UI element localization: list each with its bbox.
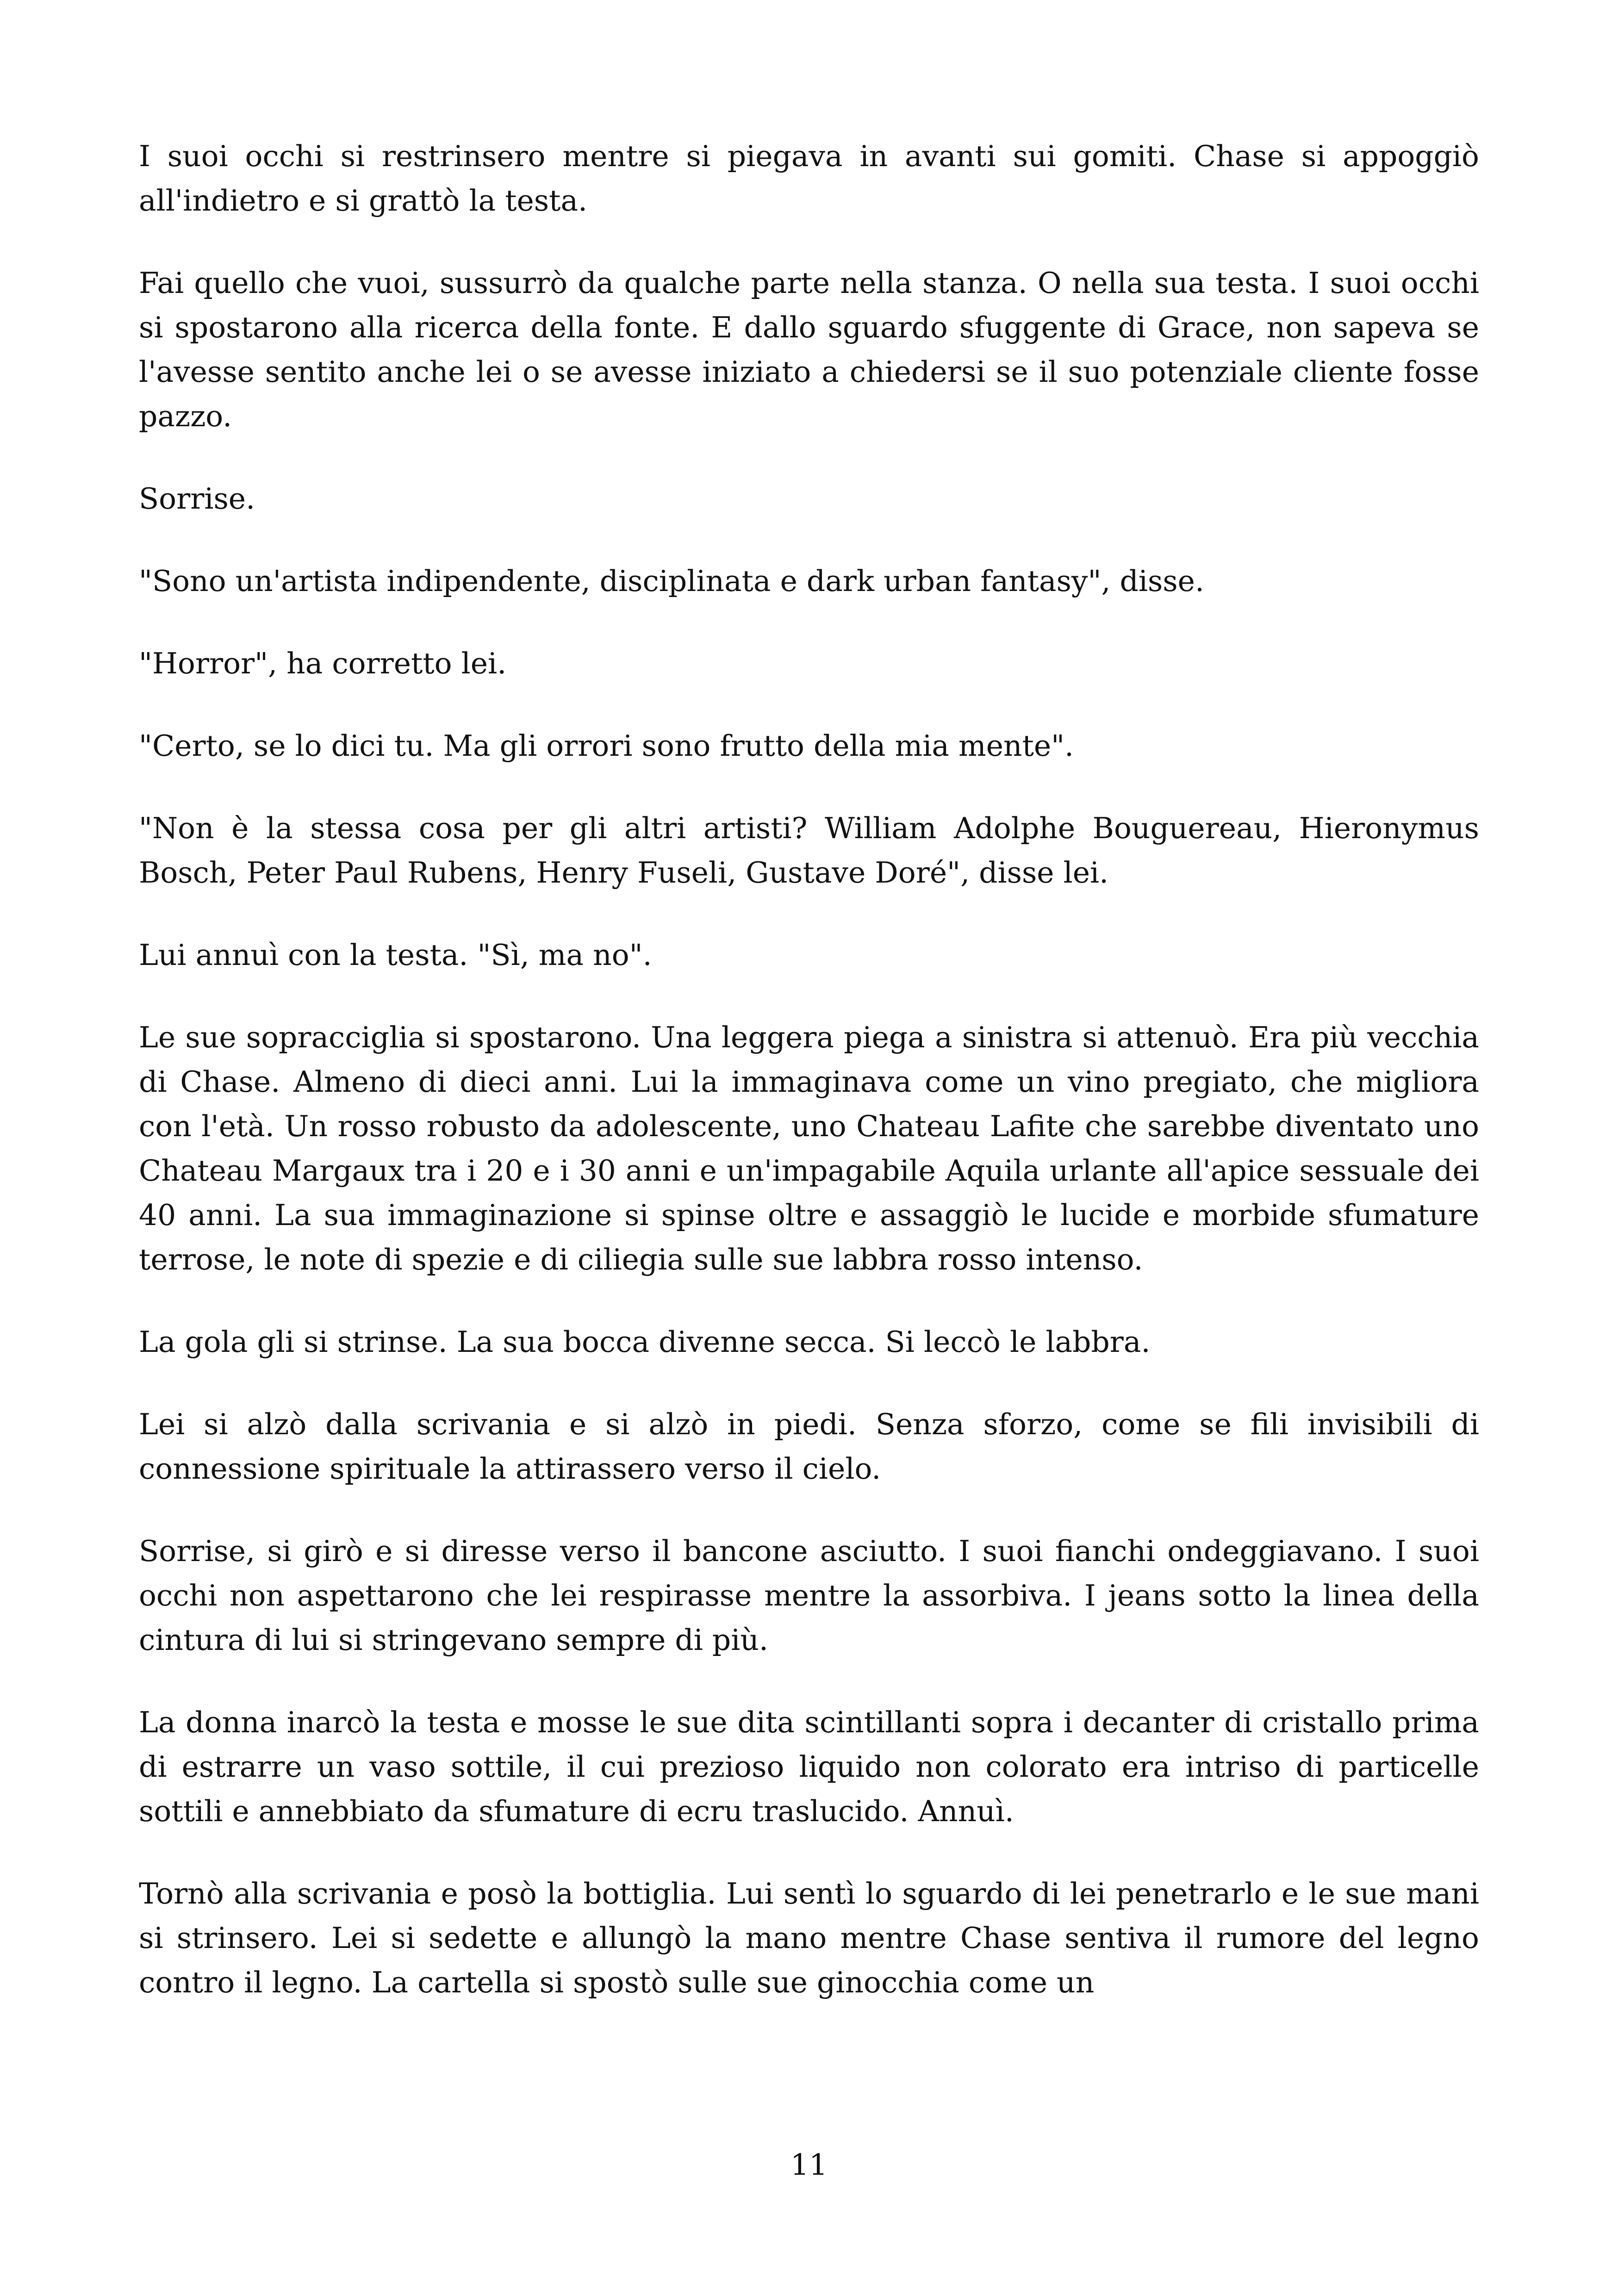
paragraph: Lui annuì con la testa. "Sì, ma no". — [139, 938, 652, 972]
paragraph: Tornò alla scrivania e posò la bottiglia. Lui sentì lo sguardo di lei penetrarlo e le sue mani si strinsero. Lei si sedette e allungò la mano mentre Chase sentiva il rumore del legno contro il legno. La cartella si spostò sulle sue ginocchia come un — [139, 1877, 1479, 1999]
paragraph: La gola gli si strinse. La sua bocca divenne secca. Si leccò le labbra. — [139, 1325, 1151, 1359]
paragraph: Sorrise, si girò e si diresse verso il bancone asciutto. I suoi fianchi ondeggiavano. I suoi occhi non aspettarono che lei respirasse mentre la assorbiva. I jeans sotto la linea della cintura di lui si stringevano sempre di più. — [139, 1534, 1479, 1657]
paragraph: "Certo, se lo dici tu. Ma gli orrori sono frutto della mia mente". — [139, 729, 1074, 763]
paragraph: I suoi occhi si restrinsero mentre si piegava in avanti sui gomiti. Chase si appoggiò all'indietro e si grattò la testa. — [139, 139, 1479, 218]
page-number: 11 — [790, 2148, 828, 2182]
paragraph: "Horror", ha corretto lei. — [139, 647, 507, 680]
paragraph: "Non è la stessa cosa per gli altri artisti? William Adolphe Bouguereau, Hieronymus Bosch, Peter Paul Rubens, Henry Fuseli, Gustave Doré", disse lei. — [139, 811, 1479, 890]
paragraph: Fai quello che vuoi, sussurrò da qualche parte nella stanza. O nella sua testa. I suoi occhi si spostarono alla ricerca della fonte. E dallo sguardo sfuggente di Grace, non sapeva se l'avesse sentito anche lei o se avesse iniziato a chiedersi se il suo potenziale cliente fosse pazzo. — [139, 266, 1479, 433]
paragraph: Le sue sopracciglia si spostarono. Una leggera piega a sinistra si attenuò. Era più vecchia di Chase. Almeno di dieci anni. Lui la immaginava come un vino pregiato, che migliora con l'età. Un rosso robusto da adolescente, uno Chateau Lafite che sarebbe diventato uno Chateau Margaux tra i 20 e i 30 anni e un'impagabile Aquila urlante all'apice sessuale dei 40 anni. La sua immaginazione si spinse oltre e assaggiò le lucide e morbide sfumature terrose, le note di spezie e di ciliegia sulle sue labbra rosso intenso. — [139, 1020, 1479, 1276]
page-body — [139, 134, 1479, 2171]
paragraph: Sorrise. — [139, 482, 255, 516]
paragraph: Lei si alzò dalla scrivania e si alzò in piedi. Senza sforzo, come se fili invisibili di connessione spirituale la attirassero verso il cielo. — [139, 1407, 1479, 1486]
paragraph: La donna inarcò la testa e mosse le sue dita scintillanti sopra i decanter di cristallo prima di estrarre un vaso sottile, il cui prezioso liquido non colorato era intriso di particelle sottili e annebbiato da sfumature di ecru traslucido. Annuì. — [139, 1705, 1479, 1828]
paragraph: "Sono un'artista indipendente, disciplinata e dark urban fantasy", disse. — [139, 564, 1204, 598]
